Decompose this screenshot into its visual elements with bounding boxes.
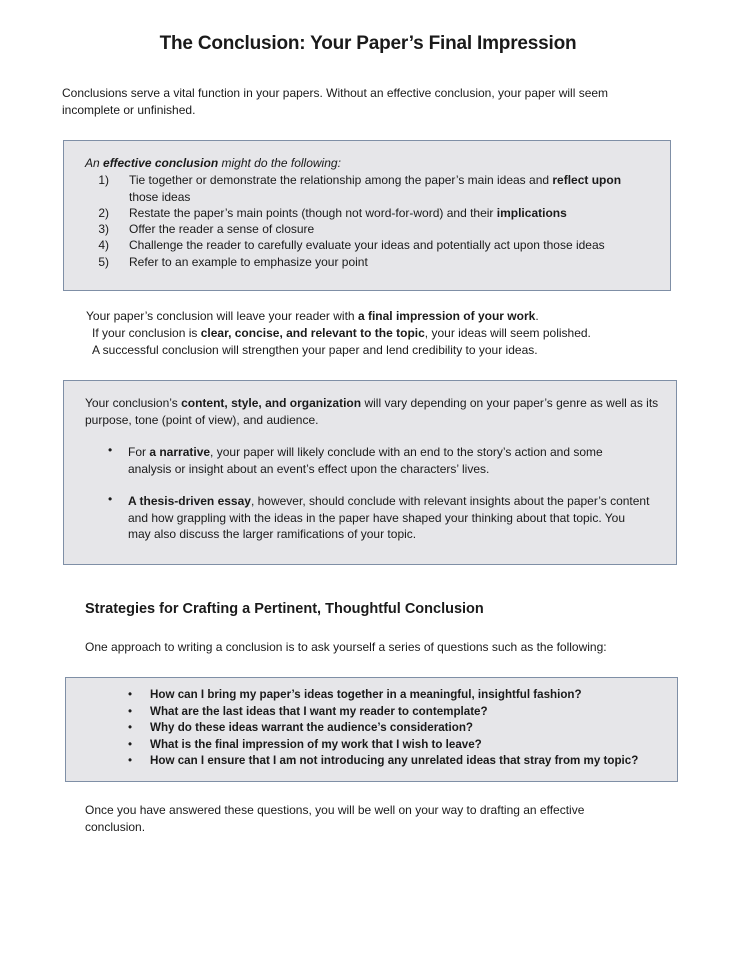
bullet-icon: • [128,721,133,735]
list-item-continuation: those ideas [129,189,191,204]
box1-lead-pre: An [85,156,104,170]
box2-text: will vary depending on your paper’s genre as well as its [361,396,659,410]
question-text: Why do these ideas warrant the audience’s consideration? [150,721,473,735]
thesis-bullet [128,493,673,543]
bullet-icon: • [128,704,133,718]
box2-intro [85,395,670,428]
bullet-icon: • [108,492,113,506]
list-item [129,172,659,205]
intro-line-1: Conclusions serve a vital function in your papers. Without an effective conclusion, your paper will seem [62,86,609,100]
impression-bold: clear, concise, and relevant to the topic [200,326,425,340]
box2-bold: a narrative [149,445,211,459]
impression-line-3: A successful conclusion will strengthen your paper and lend credibility to your ideas. [92,343,538,357]
question-text: How can I bring my paper’s ideas together in a meaningful, insightful fashion? [150,688,582,701]
intro-paragraph [62,85,608,118]
intro-line-2: incomplete or unfinished. [62,102,196,117]
box2-line-2: purpose, tone (point of view), and audience. [85,412,319,427]
question-text: How can I ensure that I am not introducing any unrelated ideas that stray from my topic? [150,754,639,768]
question-text: What is the final impression of my work that I wish to leave? [150,737,482,751]
box2-text: , however, should conclude with relevant insights about the paper’s content [250,494,650,508]
list-item-bold: implications [496,206,567,220]
box2-bold: A thesis-driven essay [128,494,251,508]
strategies-heading: Strategies for Crafting a Pertinent, Thoughtful Conclusion [85,601,484,617]
impression-line-2 [92,325,591,342]
narrative-line-1 [128,444,673,461]
impression-bold: a final impression of your work [357,309,536,323]
question-item [126,720,671,737]
thesis-line-2: and how grappling with the ideas in the paper have shaped your thinking about that topic. You [128,510,626,525]
effective-conclusion-box [63,140,671,291]
list-number: 2) [98,206,109,220]
closing-line-2: conclusion. [85,819,146,834]
bullet-icon: • [128,737,133,751]
list-item-text: Restate the paper’s main points (though not word-for-word) and their [129,206,497,220]
bullet-icon: • [108,443,113,457]
impression-text: . [535,309,539,323]
list-item: Challenge the reader to carefully evaluate your ideas and potentially act upon those ideas [129,238,605,252]
thesis-line-1 [128,493,673,510]
list-item-text: Tie together or demonstrate the relationship among the paper’s main ideas and [129,173,553,187]
narrative-line-2: analysis or insight about an event’s effect upon the characters’ lives. [128,461,490,476]
approach-paragraph: One approach to writing a conclusion is to ask yourself a series of questions such as the following: [85,640,607,654]
genre-box [63,380,677,565]
thesis-line-3: may also discuss the larger ramifications of your topic. [128,527,417,541]
box1-list [85,172,665,287]
question-text: What are the last ideas that I want my reader to contemplate? [150,704,488,718]
list-item: Refer to an example to emphasize your point [129,255,368,269]
box1-lead-post: might do the following: [218,156,341,170]
impression-text: If your conclusion is [92,326,201,340]
questions-box [65,677,678,782]
box1-lead [85,155,341,172]
list-item: Offer the reader a sense of closure [129,222,315,236]
bullet-icon: • [128,754,133,768]
question-item [126,704,671,721]
list-item-bold: reflect upon [552,173,622,187]
closing-paragraph [85,802,584,835]
list-number: 3) [98,222,109,236]
list-number: 5) [98,255,109,269]
impression-text: , your ideas will seem polished. [424,326,591,340]
list-number: 4) [98,238,109,252]
narrative-bullet [128,444,673,477]
box2-text: Your conclusion’s [85,396,182,410]
impression-line-1 [86,308,539,325]
questions-list [126,687,671,770]
question-item [126,753,671,770]
box2-line-1 [85,395,670,412]
box1-lead-bold: effective conclusion [103,156,219,170]
box2-bold: content, style, and organization [181,396,362,410]
bullet-icon: • [128,688,133,701]
list-item [129,205,567,222]
impression-text: Your paper’s conclusion will leave your reader with [86,309,358,323]
closing-line-1: Once you have answered these questions, you will be well on your way to drafting an effective [85,803,585,817]
question-item [126,737,671,754]
page-title: The Conclusion: Your Paper’s Final Impression [159,33,577,54]
box2-text: , your paper will likely conclude with an end to the story’s action and some [210,445,603,459]
question-item [126,687,671,704]
box2-text: For [128,445,150,459]
list-number: 1) [98,173,109,187]
